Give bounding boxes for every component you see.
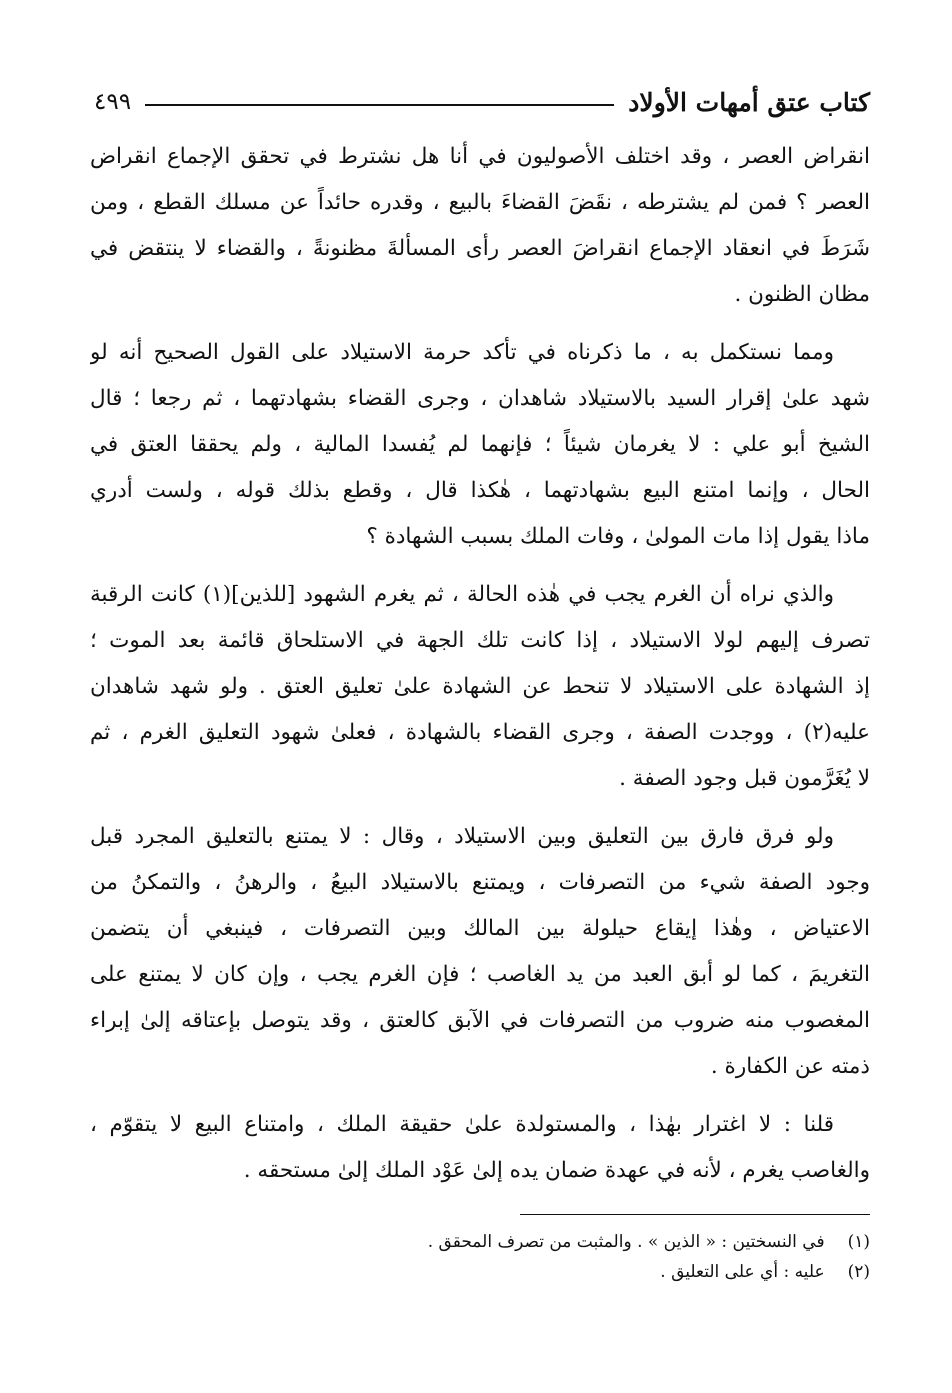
paragraph (90, 1102, 870, 1194)
footnote (90, 1257, 870, 1287)
text-line: شهد علىٰ إقرار السيد بالاستيلاد شاهدان ، وجرى القضاء بشهادتهما ، ثم رجعا ؛ قال (90, 386, 870, 411)
text-line: الحال ، وإنما امتنع البيع بشهادتهما ، هٰكذا قال ، وقطع بذلك قوله ، ولست أدري (90, 478, 870, 503)
page-header (90, 80, 870, 124)
text-line: مظان الظنون . (734, 282, 870, 307)
text-line: شَرَطَ في انعقاد الإجماع انقراضَ العصر رأى المسألةَ مظنونةً ، والقضاء لا ينتقض في (90, 236, 870, 261)
text-line: تصرف إليهم لولا الاستيلاد ، إذا كانت تلك الجهة في الاستلحاق قائمة بعد الموت ؛ (90, 628, 870, 653)
footnote-number: (١) (847, 1232, 870, 1252)
paragraph (90, 572, 870, 802)
paragraph (90, 814, 870, 1090)
text-line: وجود الصفة شيء من التصرفات ، ويمتنع بالاستيلاد البيعُ ، والرهنُ ، والتمكنُ من (90, 870, 870, 895)
page-number: ٤٩٩ (94, 89, 132, 115)
text-line: قلنا : لا اغترار بهٰذا ، والمستولدة علىٰ حقيقة الملك ، وامتناع البيع لا يتقوّم ، (90, 1112, 834, 1137)
text-line: الاعتياض ، وهٰذا إيقاع حيلولة بين المالك وبين التصرفات ، فينبغي أن يتضمن (90, 916, 870, 941)
footnote-text: عليه : أي على التعليق . (660, 1262, 825, 1282)
text-line: الشيخ أبو علي : لا يغرمان شيئاً ؛ فإنهما لم يُفسدا المالية ، ولم يحققا العتق في (90, 432, 870, 457)
footnote-text: في النسختين : « الذين » . والمثبت من تصرف المحقق . (427, 1232, 825, 1252)
running-title: كتاب عتق أمهات الأولاد (628, 87, 870, 117)
text-line: ولو فرق فارق بين التعليق وبين الاستيلاد ، وقال : لا يمتنع بالتعليق المجرد قبل (90, 824, 834, 849)
text-line: العصر ؟ فمن لم يشترطه ، نقَضَ القضاءَ بالبيع ، وقدره حائداً عن مسلك القطع ، ومن (90, 190, 870, 215)
footnotes (90, 1227, 870, 1287)
text-line: ذمته عن الكفارة . (710, 1054, 870, 1079)
text-line: انقراض العصر ، وقد اختلف الأصوليون في أنا هل نشترط في تحقق الإجماع انقراض (90, 144, 870, 169)
text-line: إذ الشهادة على الاستيلاد لا تنحط عن الشهادة علىٰ تعليق العتق . ولو شهد شاهدان (90, 674, 870, 699)
text-line: والذي نراه أن الغرم يجب في هٰذه الحالة ، ثم يغرم الشهود [للذين](١) كانت الرقبة (90, 582, 834, 607)
footnote (90, 1227, 870, 1257)
book-page (90, 80, 870, 1287)
text-line: والغاصب يغرم ، لأنه في عهدة ضمان يده إلىٰ عَوْد الملك إلىٰ مستحقه . (243, 1158, 870, 1183)
footnote-divider (520, 1214, 870, 1215)
paragraph (90, 330, 870, 560)
paragraph (90, 134, 870, 318)
header-rule (145, 104, 614, 106)
footnote-number: (٢) (847, 1262, 870, 1282)
text-line: المغصوب منه ضروب من التصرفات في الآبق كالعتق ، وقد يتوصل بإعتاقه إلىٰ إبراء (90, 1008, 870, 1033)
text-line: عليه(٢) ، ووجدت الصفة ، وجرى القضاء بالشهادة ، فعلىٰ شهود التعليق الغرم ، ثم (90, 720, 870, 745)
text-line: ماذا يقول إذا مات المولىٰ ، وفات الملك بسبب الشهادة ؟ (366, 524, 870, 549)
body-text (90, 134, 870, 1194)
text-line: لا يُغَرَّمون قبل وجود الصفة . (619, 766, 870, 791)
text-line: التغريمَ ، كما لو أبق العبد من يد الغاصب ؛ فإن الغرم يجب ، وإن كان لا يمتنع على (90, 962, 870, 987)
text-line: ومما نستكمل به ، ما ذكرناه في تأكد حرمة الاستيلاد على القول الصحيح أنه لو (90, 340, 834, 365)
